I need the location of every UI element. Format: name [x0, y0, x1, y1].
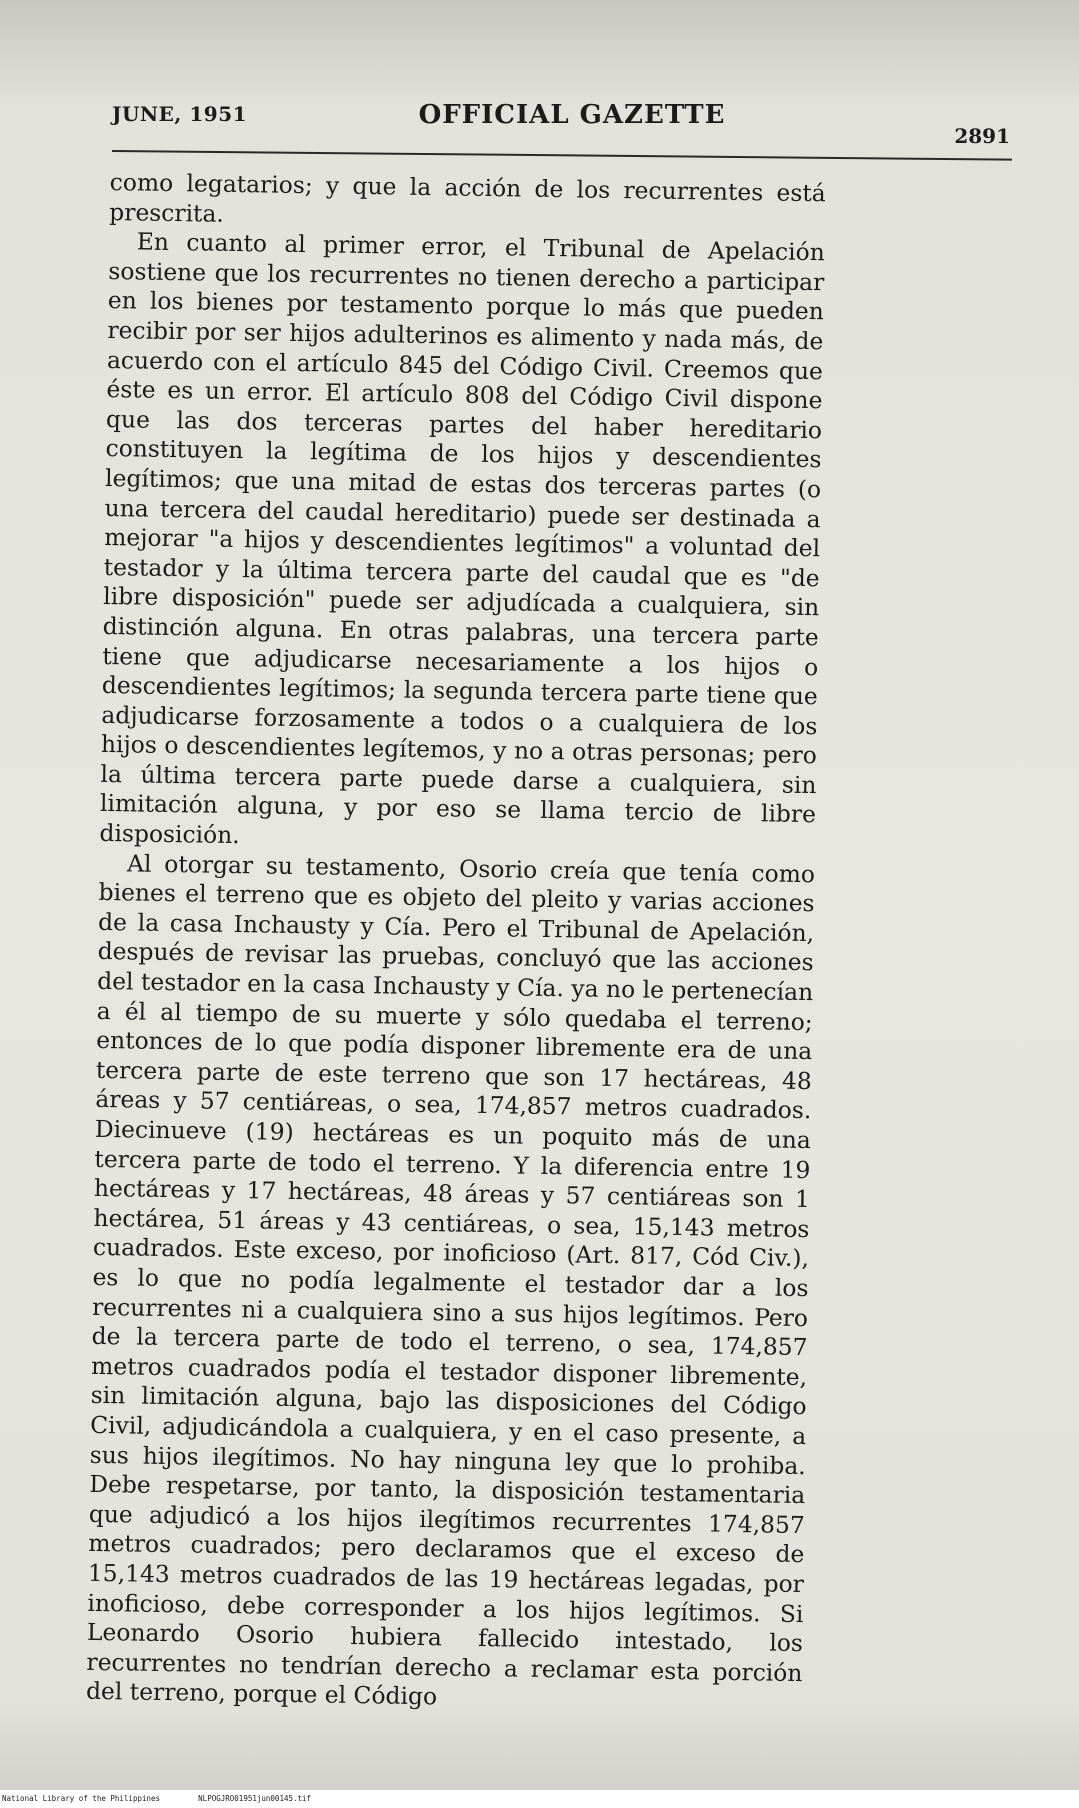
header-rule: [112, 150, 1012, 161]
scan-footer: [0, 1790, 1079, 1808]
paragraph-continuation: como legatarios; y que la acción de los recurrentes está prescrita.: [109, 168, 826, 228]
page-number: 2891: [954, 124, 1010, 148]
page-header: [112, 98, 1012, 146]
footer-file-id: NLPOGJRO01951jun00145.tif: [198, 1794, 312, 1803]
header-title: OFFICIAL GAZETTE: [418, 100, 726, 130]
header-date: JUNE, 1951: [112, 102, 248, 126]
body-text: [86, 168, 826, 1718]
paragraph-testament: Al otorgar su testamento, Osorio creía que tenía como bienes el terreno que es objeto del pleito y varias acciones de la casa Inchausty y Cía. Pero el Tribunal de Apelación, después de revisar las pruebas, concluyó que las acciones del testador en la casa Inchausty y Cía. ya no le pertenecían a él al tiempo de su muerte y sólo quedaba el terreno; entonces de lo que podía disponer libremente era de una tercera parte de este terreno que son 17 hectáreas, 48 áreas y 57 centiáreas, o sea, 174,857 metros cuadrados. Diecinueve (19) hectáreas es un poquito más de una tercera parte de todo el terreno. Y la diferencia entre 19 hectáreas y 17 hectáreas, 48 áreas y 57 centiáreas son 1 hectárea, 51 áreas y 43 centiáreas, o sea, 15,143 metros cuadrados. Este exceso, por inoficioso (Art. 817, Cód Civ.), es lo que no podía legalmente el testador dar a los recurrentes ni a cualquiera sino a sus hijos legítimos. Pero de la tercera parte de todo el terreno, o sea, 174,857 metros cuadrados podía el testador disponer libremente, sin limitación alguna, bajo las disposiciones del Código Civil, adjudicándola a cualquiera, y en el caso presente, a sus hijos ilegítimos. No hay ninguna ley que lo prohiba. Debe respetarse, por tanto, la disposición testamentaria que adjudicó a los hijos ilegítimos recurrentes 174,857 metros cuadrados; pero declaramos que el exceso de 15,143 metros cuadrados de las 19 hectáreas legadas, por inoficioso, debe corresponder a los hijos legítimos. Si Leonardo Osorio hubiera fallecido intestado, los recurrentes no tendrían derecho a reclamar esta porción del terreno, porque el Código: [85, 849, 816, 1711]
paragraph-first-error: En cuanto al primer error, el Tribunal de Apelación sostiene que los recurrentes no tienen derecho a participar en los bienes por testamento porque lo más que pueden recibir por ser hijos adulterinos es alimento y nada más, de acuerdo con el artículo 845 del Código Civil. Creemos que éste es un error. El artículo 808 del Código Civil dispone que las dos terceras partes del haber hereditario constituyen la legítima de los hijos y descendientes legítimos; que una mitad de estas dos terceras partes (o una tercera del caudal hereditario) puede ser destinada a mejorar "a hijos y descendientes legítimos" a voluntad del testador y la última tercera parte del caudal que es "de libre disposición" puede ser adjudícada a cualquiera, sin distinción alguna. En otras palabras, una tercera parte tiene que adjudicarse necesariamente a los hijos o descendientes legítimos; la segunda tercera parte tiene que adjudicarse forzosamente a todos o a cualquiera de los hijos o descendientes legítemos, y no a otras personas; pero la última tercera parte puede darse a cualquiera, sin limitación alguna, y por eso se llama tercio de libre disposición.: [99, 227, 825, 850]
footer-source: National Library of the Philippines: [2, 1794, 161, 1803]
